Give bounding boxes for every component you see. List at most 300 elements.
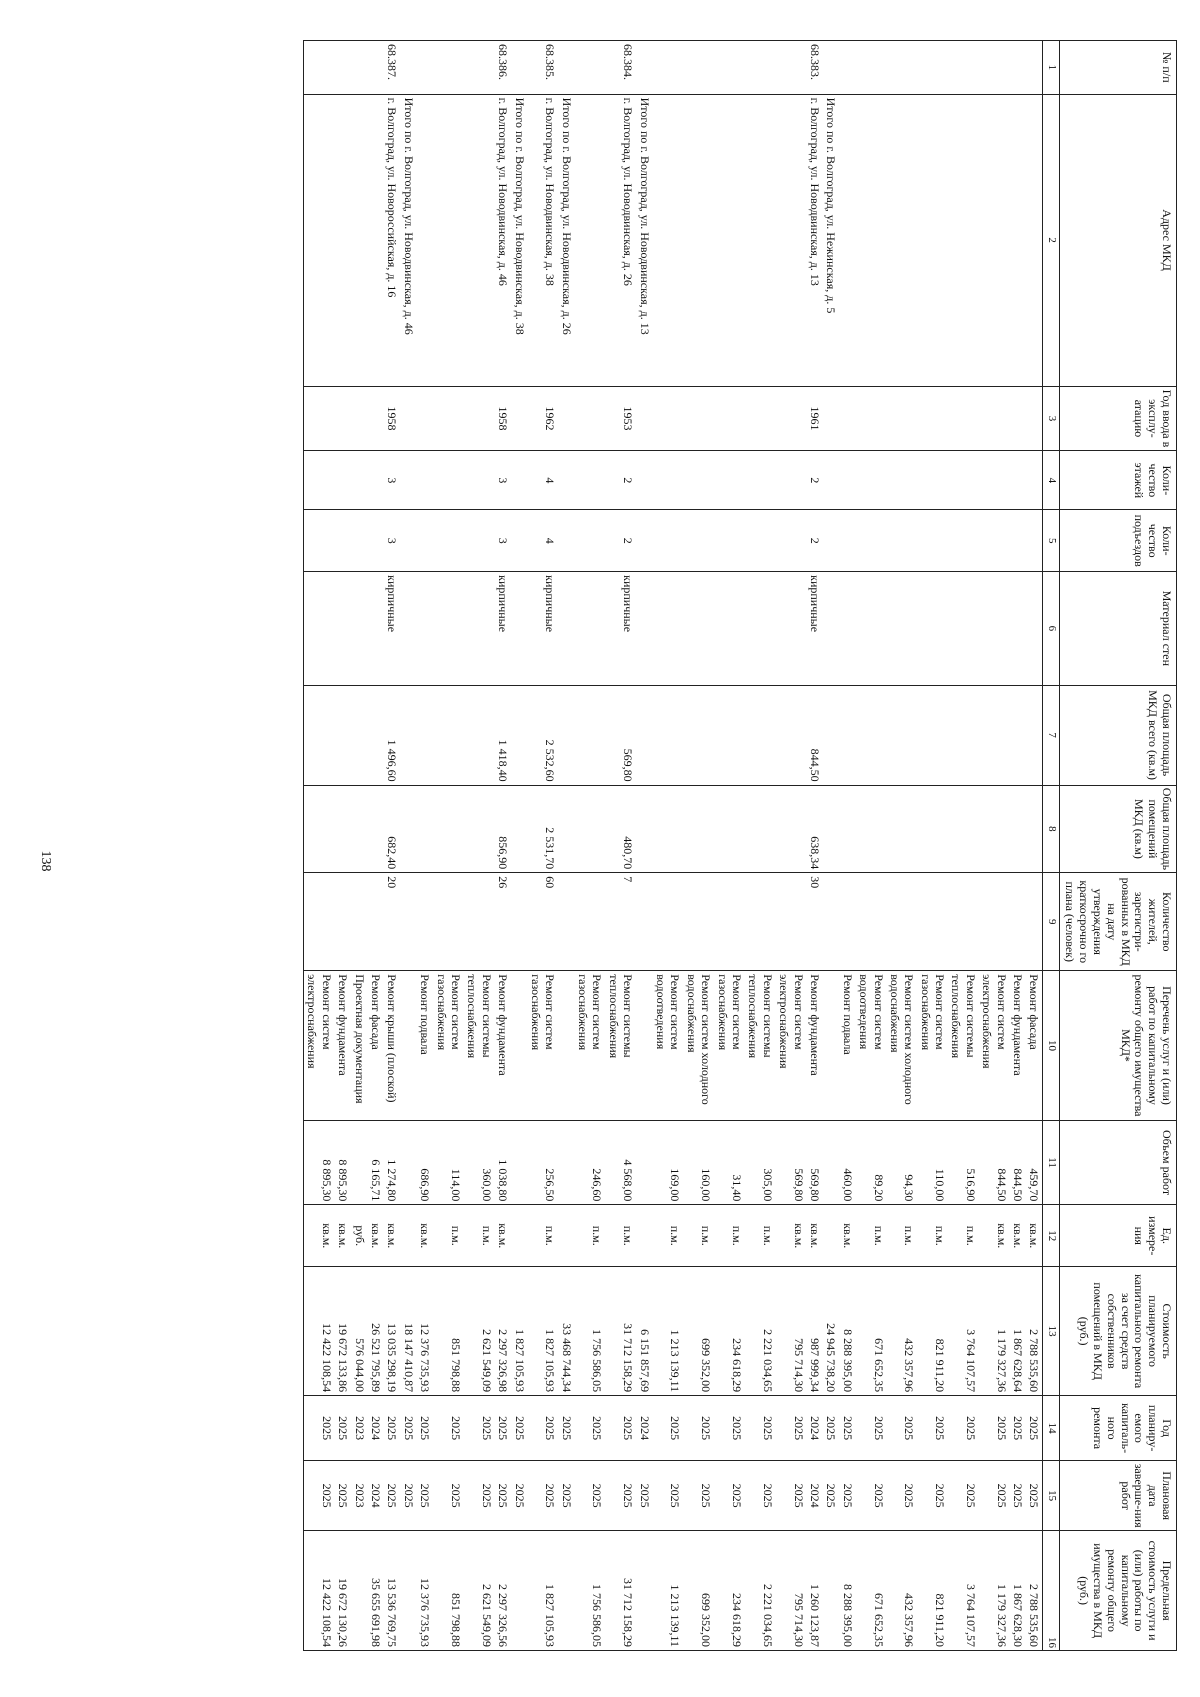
table-cell: 671 652,35	[856, 1531, 887, 1651]
table-cell	[400, 572, 416, 685]
table-cell	[776, 510, 807, 572]
table-cell	[887, 41, 918, 95]
table-cell	[464, 94, 495, 386]
table-cell: 569,80	[606, 685, 637, 785]
table-cell: 2 788 535,60	[1026, 1267, 1043, 1396]
table-cell	[636, 386, 652, 451]
table-cell: 1 827 105,93	[511, 1267, 527, 1396]
table-cell: 12 376 735,93	[417, 1531, 433, 1651]
table-cell: 2 221 034,65	[745, 1531, 776, 1651]
table-cell	[948, 510, 979, 572]
table-cell	[887, 685, 918, 785]
table-cell: 2025	[433, 1461, 464, 1531]
table-cell	[636, 510, 652, 572]
table-cell	[636, 685, 652, 785]
table-cell: 2 531,70	[528, 785, 559, 873]
table-cell: п.м.	[856, 1205, 887, 1267]
table-row	[776, 41, 807, 1651]
table-cell: 851 798,88	[433, 1531, 464, 1651]
table-cell: 20	[384, 873, 400, 971]
table-cell: 2024	[368, 1461, 384, 1531]
table-cell	[636, 1205, 652, 1267]
table-row	[636, 41, 652, 1651]
table-cell: Ремонт систем электроснабжения	[304, 971, 335, 1121]
table-cell	[887, 94, 918, 386]
table-cell: кирпичные	[606, 572, 637, 685]
table-cell	[351, 510, 367, 572]
table-cell	[856, 785, 887, 873]
table-cell: 1 496,60	[384, 685, 400, 785]
table-cell: 3	[384, 451, 400, 510]
table-row	[606, 41, 637, 1651]
table-cell: кв.м.	[839, 1205, 855, 1267]
table-cell: 2025	[714, 1396, 745, 1461]
table-row	[351, 41, 367, 1651]
table-cell	[979, 572, 1010, 685]
table-cell: п.м.	[433, 1205, 464, 1267]
table-row	[839, 41, 855, 1651]
table-cell	[1010, 94, 1026, 386]
table-cell	[433, 785, 464, 873]
table-cell	[351, 873, 367, 971]
table-cell	[304, 94, 335, 386]
table-cell	[823, 971, 839, 1121]
table-cell: 480,70	[606, 785, 637, 873]
capital-repair-table	[303, 40, 1177, 1651]
table-cell: Ремонт системы теплоснабжения	[745, 971, 776, 1121]
table-cell	[417, 94, 433, 386]
table-cell	[1026, 685, 1043, 785]
table-cell: 13 536 769,75	[384, 1531, 400, 1651]
table-row	[917, 41, 948, 1651]
table-cell	[417, 451, 433, 510]
table-cell: п.м.	[887, 1205, 918, 1267]
table-cell	[653, 510, 684, 572]
table-cell	[887, 873, 918, 971]
table-cell	[917, 386, 948, 451]
table-cell: 169,00	[653, 1120, 684, 1205]
table-cell	[400, 1205, 416, 1267]
column-header: Год ввода в эксплу-атацию	[1059, 386, 1176, 451]
table-row	[464, 41, 495, 1651]
table-cell	[433, 685, 464, 785]
table-cell	[776, 386, 807, 451]
table-cell: Проектная документация	[351, 971, 367, 1121]
table-cell	[558, 41, 574, 95]
table-cell	[823, 572, 839, 685]
table-cell: 699 352,00	[683, 1531, 714, 1651]
table-cell: 844,50	[1010, 1120, 1026, 1205]
table-cell: Ремонт системы теплоснабжения	[606, 971, 637, 1121]
column-number: 15	[1043, 1461, 1059, 1531]
table-cell: 2024	[636, 1396, 652, 1461]
table-cell: 2025	[948, 1461, 979, 1531]
table-cell: Ремонт фундамента	[335, 971, 351, 1121]
table-cell: Ремонт крыши (плоской)	[384, 971, 400, 1121]
table-cell: 2 297 326,56	[495, 1531, 511, 1651]
table-cell	[714, 451, 745, 510]
table-cell: Итого по г. Волгоград, ул. Нежинская, д. 5	[823, 94, 839, 386]
table-cell	[917, 451, 948, 510]
table-cell	[511, 1531, 527, 1651]
table-cell	[979, 94, 1010, 386]
table-cell: 2025	[653, 1396, 684, 1461]
table-cell: п.м.	[948, 1205, 979, 1267]
table-cell: г. Волгоград, ул. Новодвинская, д. 38	[528, 94, 559, 386]
column-number: 13	[1043, 1267, 1059, 1396]
table-cell: 2025	[948, 1396, 979, 1461]
table-cell	[464, 41, 495, 95]
table-cell	[948, 785, 979, 873]
table-cell: 12 422 108,54	[304, 1531, 335, 1651]
table-cell: п.м.	[606, 1205, 637, 1267]
table-cell: 2 297 326,98	[495, 1267, 511, 1396]
table-cell	[400, 41, 416, 95]
table-cell	[714, 386, 745, 451]
table-cell: 2025	[823, 1396, 839, 1461]
column-header: Предельная стоимость услуги и (или) работы по капитальному ремонту общего имущества в МКД (руб.)	[1059, 1531, 1176, 1651]
table-cell	[636, 971, 652, 1121]
table-cell: 8 895,30	[335, 1120, 351, 1205]
table-cell	[917, 785, 948, 873]
table-cell	[636, 41, 652, 95]
table-cell	[745, 94, 776, 386]
table-cell: 682,40	[384, 785, 400, 873]
table-cell	[856, 386, 887, 451]
table-row	[745, 41, 776, 1651]
table-cell: 60	[528, 873, 559, 971]
table-cell	[351, 1120, 367, 1205]
table-cell	[887, 572, 918, 685]
table-cell: Ремонт систем газоснабжения	[714, 971, 745, 1121]
table-cell	[1010, 572, 1026, 685]
table-row	[511, 41, 527, 1651]
table-row	[575, 41, 606, 1651]
table-cell	[823, 785, 839, 873]
table-cell	[400, 451, 416, 510]
table-cell	[683, 386, 714, 451]
table-cell: руб.	[351, 1205, 367, 1267]
table-cell: 2025	[495, 1396, 511, 1461]
table-cell	[776, 685, 807, 785]
table-cell	[511, 572, 527, 685]
table-cell: 2025	[917, 1461, 948, 1531]
table-cell	[979, 386, 1010, 451]
table-cell: 2	[807, 510, 823, 572]
table-cell	[776, 785, 807, 873]
table-cell: 1 867 628,64	[1010, 1267, 1026, 1396]
table-cell	[1010, 685, 1026, 785]
table-cell	[948, 873, 979, 971]
table-cell: 2 532,60	[528, 685, 559, 785]
table-cell	[335, 510, 351, 572]
table-cell	[948, 94, 979, 386]
table-cell	[714, 572, 745, 685]
table-cell	[1026, 785, 1043, 873]
table-cell: п.м.	[575, 1205, 606, 1267]
table-cell: кв.м.	[807, 1205, 823, 1267]
table-cell	[839, 685, 855, 785]
table-cell: п.м.	[464, 1205, 495, 1267]
table-cell	[917, 41, 948, 95]
table-cell: 2025	[400, 1396, 416, 1461]
table-cell	[304, 572, 335, 685]
table-cell	[823, 1531, 839, 1651]
table-cell: 2025	[335, 1461, 351, 1531]
table-cell	[464, 873, 495, 971]
table-cell	[575, 94, 606, 386]
table-cell: Ремонт систем электроснабжения	[979, 971, 1010, 1121]
table-cell: 821 911,20	[917, 1267, 948, 1396]
table-cell	[714, 685, 745, 785]
table-cell: 94,30	[887, 1120, 918, 1205]
table-cell	[304, 451, 335, 510]
table-header	[1043, 41, 1177, 1651]
table-cell: 2025	[464, 1396, 495, 1461]
table-cell	[417, 873, 433, 971]
table-cell	[368, 41, 384, 95]
table-row	[528, 41, 559, 1651]
table-cell: 459,70	[1026, 1120, 1043, 1205]
table-cell	[511, 451, 527, 510]
table-cell	[683, 41, 714, 95]
table-cell	[683, 572, 714, 685]
table-cell	[368, 510, 384, 572]
table-cell	[856, 94, 887, 386]
table-cell	[917, 94, 948, 386]
table-cell	[575, 685, 606, 785]
table-cell: 1 213 139,11	[653, 1267, 684, 1396]
table-cell	[433, 41, 464, 95]
table-cell: 31 712 158,29	[606, 1531, 637, 1651]
table-cell: 2025	[776, 1461, 807, 1531]
table-cell	[575, 873, 606, 971]
table-cell	[823, 685, 839, 785]
table-cell: г. Волгоград, ул. Новодвинская, д. 46	[495, 94, 511, 386]
table-cell: 2025	[606, 1396, 637, 1461]
table-cell	[304, 785, 335, 873]
table-cell	[839, 510, 855, 572]
table-cell: 2025	[683, 1461, 714, 1531]
table-cell	[558, 785, 574, 873]
table-cell	[1010, 41, 1026, 95]
table-cell	[745, 785, 776, 873]
table-cell: 1962	[528, 386, 559, 451]
table-cell	[351, 572, 367, 685]
table-cell	[417, 386, 433, 451]
table-cell: 2025	[839, 1396, 855, 1461]
table-cell	[335, 94, 351, 386]
table-cell: Ремонт фасада	[1026, 971, 1043, 1121]
table-cell: кв.м.	[335, 1205, 351, 1267]
table-cell: 4	[528, 510, 559, 572]
table-cell: 4 568,00	[606, 1120, 637, 1205]
table-cell: 2025	[511, 1396, 527, 1461]
column-header: № п/п	[1059, 41, 1176, 95]
table-cell: 18 147 410,87	[400, 1267, 416, 1396]
table-cell: 686,90	[417, 1120, 433, 1205]
table-cell: Итого по г. Волгоград, ул. Новодвинская, д. 13	[636, 94, 652, 386]
table-cell: 2025	[1010, 1396, 1026, 1461]
table-cell	[304, 386, 335, 451]
table-cell	[511, 386, 527, 451]
table-cell	[400, 785, 416, 873]
table-cell: 2025	[606, 1461, 637, 1531]
table-cell: 256,50	[528, 1120, 559, 1205]
table-cell: 12 376 735,93	[417, 1267, 433, 1396]
table-cell: Итого по г. Волгоград, ул. Новодвинская, д. 26	[558, 94, 574, 386]
table-cell: 33 468 744,34	[558, 1267, 574, 1396]
column-number: 6	[1043, 572, 1059, 685]
page-number: 138	[38, 850, 53, 872]
table-cell	[433, 94, 464, 386]
table-row	[304, 41, 335, 1651]
table-cell: Итого по г. Волгоград, ул. Новодвинская, д. 46	[400, 94, 416, 386]
table-cell	[433, 451, 464, 510]
table-cell	[400, 873, 416, 971]
table-cell	[335, 572, 351, 685]
table-row	[714, 41, 745, 1651]
table-cell	[368, 785, 384, 873]
table-cell: 68.386.	[495, 41, 511, 95]
rotated-table-page	[49, 40, 1177, 1651]
table-cell	[417, 572, 433, 685]
table-row	[1010, 41, 1026, 1651]
column-header: Перечень услуг и (или) работ по капитальному ремонту общего имущества МКД*	[1059, 971, 1176, 1121]
column-header: Коли-чество этажей	[1059, 451, 1176, 510]
table-cell: 2024	[368, 1396, 384, 1461]
table-cell	[368, 94, 384, 386]
table-cell	[400, 386, 416, 451]
table-cell: кв.м.	[384, 1205, 400, 1267]
column-header: Стоимость планируемого капитального ремонта за счет средств собственников помещений в МКД (руб.)	[1059, 1267, 1176, 1396]
table-cell	[948, 572, 979, 685]
table-cell	[839, 873, 855, 971]
table-cell: 2025	[575, 1461, 606, 1531]
table-cell: 8 288 395,00	[839, 1531, 855, 1651]
table-cell	[575, 510, 606, 572]
table-cell: 305,00	[745, 1120, 776, 1205]
table-cell	[1010, 386, 1026, 451]
table-cell: Ремонт системы теплоснабжения	[464, 971, 495, 1121]
table-cell: 1 418,40	[495, 685, 511, 785]
table-cell: 795 714,30	[776, 1531, 807, 1651]
table-cell: Ремонт систем водоотведения	[856, 971, 887, 1121]
table-cell: 3	[384, 510, 400, 572]
table-cell: 2025	[417, 1461, 433, 1531]
column-number: 16	[1043, 1531, 1059, 1651]
table-cell	[856, 572, 887, 685]
table-cell	[839, 572, 855, 685]
table-cell: кирпичные	[495, 572, 511, 685]
table-cell: Ремонт систем электроснабжения	[776, 971, 807, 1121]
table-cell	[653, 94, 684, 386]
column-header: Объем работ	[1059, 1120, 1176, 1205]
table-cell	[351, 451, 367, 510]
table-cell	[558, 873, 574, 971]
table-cell	[511, 685, 527, 785]
table-cell: 987 999,34	[807, 1267, 823, 1396]
table-cell: 2025	[856, 1396, 887, 1461]
table-cell: 2025	[304, 1461, 335, 1531]
table-cell	[683, 873, 714, 971]
table-cell: 3 764 107,57	[948, 1267, 979, 1396]
table-cell	[368, 572, 384, 685]
table-cell: 2025	[528, 1461, 559, 1531]
table-cell	[368, 386, 384, 451]
table-cell	[887, 451, 918, 510]
table-cell: 576 044,00	[351, 1267, 367, 1396]
table-cell: 19 672 133,86	[335, 1267, 351, 1396]
column-header: Материал стен	[1059, 572, 1176, 685]
table-cell	[335, 685, 351, 785]
table-cell: 31,40	[714, 1120, 745, 1205]
column-number-row	[1043, 41, 1059, 1651]
table-cell	[839, 451, 855, 510]
table-cell	[558, 451, 574, 510]
table-cell	[511, 41, 527, 95]
table-cell	[1010, 873, 1026, 971]
table-cell	[335, 451, 351, 510]
table-cell	[745, 451, 776, 510]
table-cell: 1 827 105,93	[528, 1531, 559, 1651]
column-header: Общая площадь помещений МКД (кв.м)	[1059, 785, 1176, 873]
table-cell: 2024	[807, 1461, 823, 1531]
table-row	[400, 41, 416, 1651]
table-cell	[511, 510, 527, 572]
table-cell	[979, 785, 1010, 873]
table-cell	[683, 451, 714, 510]
table-cell	[948, 685, 979, 785]
table-cell	[856, 685, 887, 785]
table-row	[856, 41, 887, 1651]
table-cell	[636, 572, 652, 685]
table-cell: 432 357,96	[887, 1267, 918, 1396]
table-cell: 2025	[528, 1396, 559, 1461]
table-cell	[636, 1531, 652, 1651]
table-cell	[636, 451, 652, 510]
table-cell: 1958	[384, 386, 400, 451]
table-cell: 234 618,29	[714, 1531, 745, 1651]
table-cell: 1961	[807, 386, 823, 451]
table-cell	[464, 572, 495, 685]
table-cell: 68.383.	[807, 41, 823, 95]
table-cell: кв.м.	[776, 1205, 807, 1267]
table-cell: 2025	[304, 1396, 335, 1461]
table-cell	[304, 873, 335, 971]
table-cell	[979, 873, 1010, 971]
table-cell	[636, 873, 652, 971]
table-cell: 68.387.	[384, 41, 400, 95]
table-cell	[839, 41, 855, 95]
table-cell: Ремонт систем холодного водоснабжения	[683, 971, 714, 1121]
table-cell: 160,00	[683, 1120, 714, 1205]
table-cell: 13 035 298,19	[384, 1267, 400, 1396]
table-cell: 3	[495, 451, 511, 510]
table-cell	[433, 572, 464, 685]
header-row	[1059, 41, 1176, 1651]
table-cell	[745, 685, 776, 785]
table-row	[1026, 41, 1043, 1651]
table-cell: 699 352,00	[683, 1267, 714, 1396]
table-cell	[558, 386, 574, 451]
table-cell	[558, 572, 574, 685]
table-cell	[433, 386, 464, 451]
table-cell: 2025	[745, 1461, 776, 1531]
table-cell: 2025	[417, 1396, 433, 1461]
table-cell: 638,34	[807, 785, 823, 873]
table-body	[304, 41, 1043, 1651]
